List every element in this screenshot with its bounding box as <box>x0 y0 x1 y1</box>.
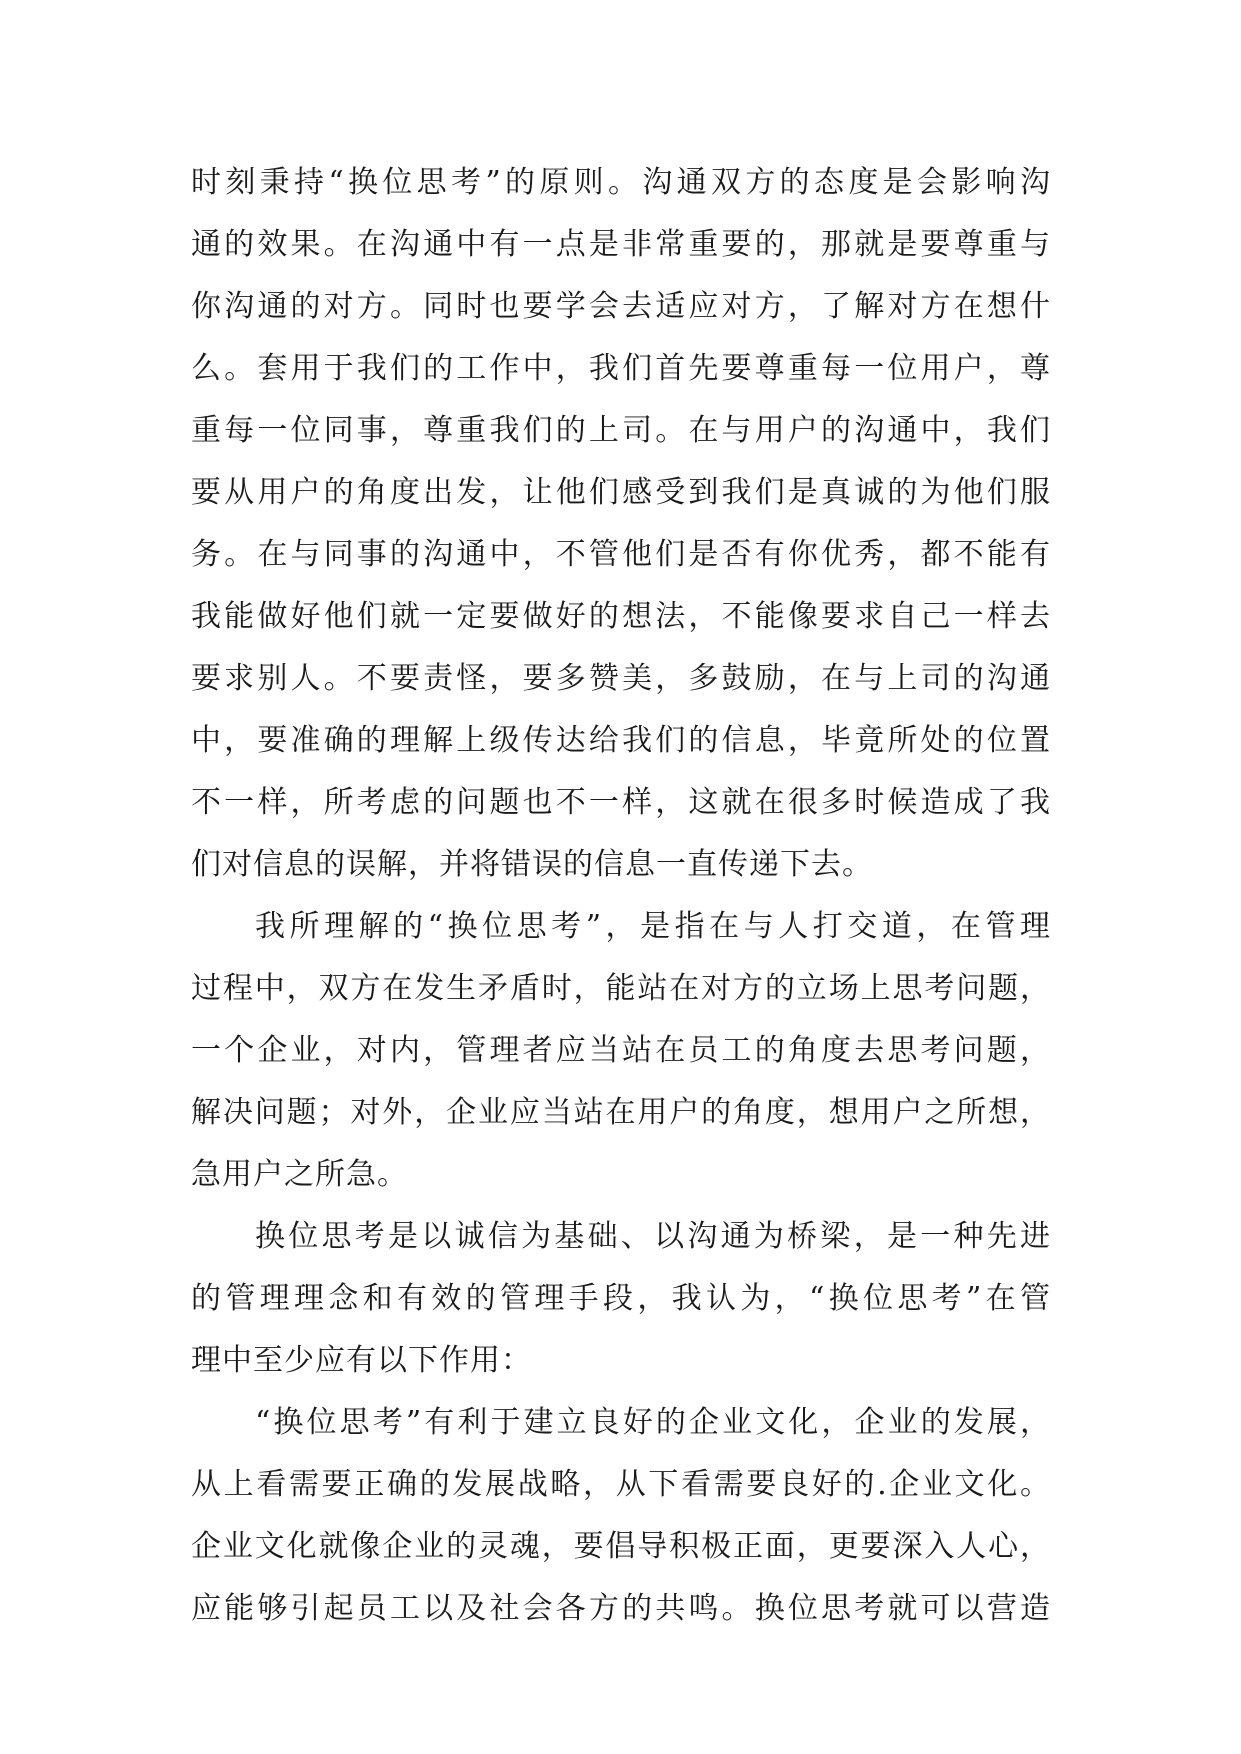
paragraph-2-line-5: 急用户之所急。 <box>191 1157 408 1192</box>
paragraph-4-line-3: 企业文化就像企业的灵魂，要倡导积极正面，更要深入人心， <box>191 1529 1051 1564</box>
paragraph-3-line-2: 的管理理念和有效的管理手段，我认为，“换位思考”在管 <box>191 1281 1051 1316</box>
text-line-5: 重每一位同事，尊重我们的上司。在与用户的沟通中，我们 <box>191 413 1051 448</box>
text-line-2: 通的效果。在沟通中有一点是非常重要的，那就是要尊重与 <box>191 227 1051 262</box>
text-line-8: 我能做好他们就一定要做好的想法，不能像要求自己一样去 <box>191 599 1051 634</box>
text-line-11: 不一样，所考虑的问题也不一样，这就在很多时候造成了我 <box>191 785 1051 820</box>
paragraph-3-line-1: 换位思考是以诚信为基础、以沟通为桥梁，是一种先进 <box>255 1219 1051 1254</box>
text-line-12: 们对信息的误解，并将错误的信息一直传递下去。 <box>191 847 873 882</box>
paragraph-4-line-4: 应能够引起员工以及社会各方的共鸣。换位思考就可以营造 <box>191 1591 1051 1626</box>
paragraph-2-line-2: 过程中，双方在发生矛盾时，能站在对方的立场上思考问题， <box>191 971 1051 1006</box>
text-line-9: 要求别人。不要责怪，要多赞美，多鼓励，在与上司的沟通 <box>191 661 1051 696</box>
paragraph-2-line-1: 我所理解的“换位思考”，是指在与人打交道，在管理 <box>255 909 1051 944</box>
text-line-7: 务。在与同事的沟通中，不管他们是否有你优秀，都不能有 <box>191 537 1051 572</box>
paragraph-4-line-1: “换位思考”有利于建立良好的企业文化，企业的发展， <box>255 1405 1051 1440</box>
paragraph-4-line-2: 从上看需要正确的发展战略，从下看需要良好的.企业文化。 <box>191 1467 1051 1502</box>
text-line-10: 中，要准确的理解上级传达给我们的信息，毕竟所处的位置 <box>191 723 1051 758</box>
text-line-1: 时刻秉持“换位思考”的原则。沟通双方的态度是会影响沟 <box>191 165 1051 200</box>
text-line-3: 你沟通的对方。同时也要学会去适应对方，了解对方在想什 <box>191 289 1051 324</box>
paragraph-2-line-3: 一个企业，对内，管理者应当站在员工的角度去思考问题， <box>191 1033 1051 1068</box>
text-line-4: 么。套用于我们的工作中，我们首先要尊重每一位用户，尊 <box>191 351 1051 386</box>
text-line-6: 要从用户的角度出发，让他们感受到我们是真诚的为他们服 <box>191 475 1051 510</box>
paragraph-3-line-3: 理中至少应有以下作用： <box>191 1343 532 1378</box>
paragraph-2-line-4: 解决问题；对外，企业应当站在用户的角度，想用户之所想， <box>191 1095 1051 1130</box>
